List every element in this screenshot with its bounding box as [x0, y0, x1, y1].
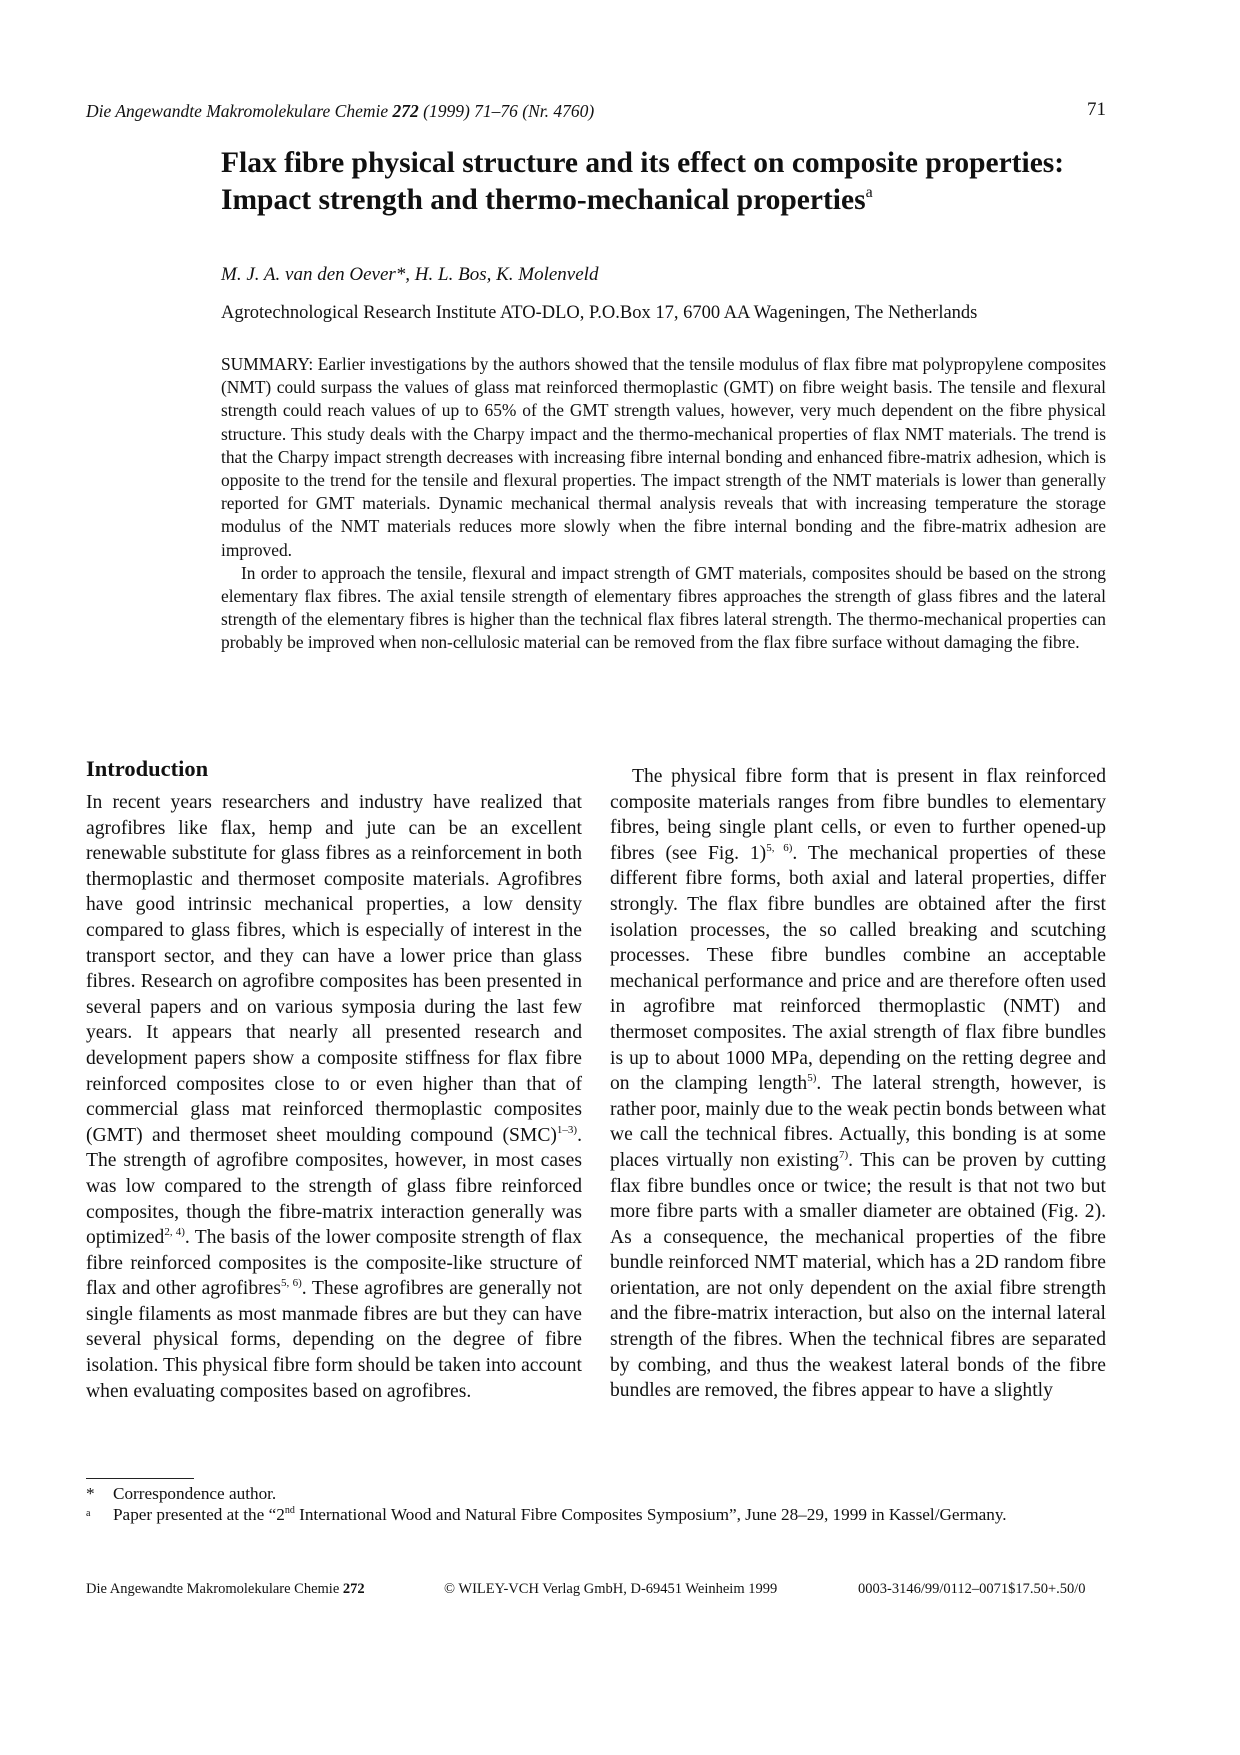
body-text: . The strength of agrofibre composites, however, in most cases was low compared to the strength of glass fibre reinforced composites, though the fibre-matrix interaction generally was optimized: [86, 1124, 582, 1249]
citation: 2, 4): [164, 1226, 185, 1239]
footnote: [86, 1504, 1106, 1525]
summary-paragraph: In order to approach the tensile, flexural and impact strength of GMT materials, composites should be based on the strong elementary flax fibres. The axial tensile strength of elementary fibres approaches the strength of glass fibres and the lateral strength of the elementary fibres is higher than the technical flax fibres lateral strength. The thermo-mechanical properties can probably be improved when non-cellulosic material can be removed from the flax fibre surface without damaging the fibre.: [221, 562, 1106, 653]
citation: 7): [838, 1148, 849, 1161]
citation: 1–3): [556, 1123, 578, 1136]
footnote-text: Paper presented at the “2: [113, 1505, 285, 1524]
ordinal-suffix: nd: [284, 1505, 295, 1516]
footer-journal-name: Die Angewandte Makromolekulare Chemie: [86, 1581, 340, 1597]
citation: 5, 6): [766, 841, 793, 854]
body-text: In recent years researchers and industry have realized that agrofibres like flax, hemp and jute can be an excellent renewable substitute for glass fibres as a reinforcement in both thermoplastic and thermoset composite materials. Agrofibres have good intrinsic mechanical properties, a low density compared to glass fibres, which is especially of interest in the transport sector, and they can have a lower price than glass fibres. Research on agrofibre composites has been presented in several papers and on various symposia during the last few years. It appears that nearly all presented research and development papers show a composite stiffness for flax fibre reinforced composites close to or even higher than that of commercial glass mat reinforced thermoplastic composites (GMT) and thermoset sheet moulding compound (SMC): [86, 792, 582, 1146]
introduction-paragraph: [610, 764, 1106, 1404]
footnote-text: International Wood and Natural Fibre Composites Symposium”, June 28–29, 1999 in Kassel/Germany.: [294, 1505, 1007, 1524]
body-text: The physical fibre form that is present in flax reinforced composite materials ranges from fibre bundles to elementary fibres, being single plant cells, or even to further opened-up fibres (see Fig. 1): [610, 766, 1106, 864]
section-heading-introduction: Introduction: [86, 756, 209, 781]
authors: M. J. A. van den Oever*, H. L. Bos, K. Molenveld: [221, 264, 599, 285]
footnote-text: Correspondence author.: [113, 1484, 277, 1503]
article-title-text: Flax fibre physical structure and its effect on composite properties: Impact strength and thermo-mechanical properties: [221, 147, 1065, 216]
footnote-mark: *: [86, 1484, 95, 1503]
footer-journal: [86, 1581, 365, 1598]
footnote-mark: a: [86, 1508, 91, 1519]
footnote-divider: [86, 1478, 194, 1479]
title-footnote-mark: a: [865, 184, 873, 201]
citation: 5, 6): [281, 1277, 302, 1290]
summary-paragraph: SUMMARY: Earlier investigations by the authors showed that the tensile modulus of flax fibre mat polypropylene composites (NMT) could surpass the values of glass mat reinforced thermoplastic (GMT) on fibre weight basis. The tensile and flexural strength could reach values of up to 65% of the GMT strength values, however, very much dependent on the fibre physical structure. This study deals with the Charpy impact and the thermo-mechanical properties of flax NMT materials. The trend is that the Charpy impact strength decreases with increasing fibre internal bonding and enhanced fibre-matrix adhesion, which is opposite to the trend for the tensile and flexural properties. The impact strength of the NMT materials is lower than generally reported for GMT materials. Dynamic mechanical thermal analysis reveals that with increasing temperature the storage modulus of the NMT materials reduces more slowly when the fibre internal bonding and the fibre-matrix adhesion are improved.: [221, 354, 1106, 560]
left-column: [86, 790, 582, 1404]
footer-code: 0003-3146/99/0112–0071$17.50+.50/0: [858, 1581, 1086, 1597]
summary: [221, 353, 1106, 655]
right-column: [610, 764, 1106, 1404]
body-text: . These agrofibres are generally not single filaments as most manmade fibres are but they can have several physical forms, depending on the degree of fibre isolation. This physical fibre form should be taken into account when evaluating composites based on agrofibres.: [86, 1278, 582, 1402]
journal-volume: 272: [392, 101, 419, 121]
body-text: . The basis of the lower composite strength of flax fibre reinforced composites is the composite-like structure of flax and other agrofibres: [86, 1227, 582, 1300]
body-text: . This can be proven by cutting flax fibre bundles once or twice; the result is that not two but more fibre parts with a smaller diameter are obtained (Fig. 2). As a consequence, the mechanical properties of the fibre bundle reinforced NMT material, which has a 2D random fibre orientation, are not only dependent on the axial fibre strength and the fibre-matrix interaction, but also on the internal lateral strength of the fibres. When the technical fibres are separated by combing, and thus the weakest lateral bonds of the fibre bundles are removed, the fibres appear to have a slightly: [610, 1149, 1106, 1402]
article-title: [221, 145, 1101, 219]
affiliation: Agrotechnological Research Institute ATO-DLO, P.O.Box 17, 6700 AA Wageningen, The Netherlands: [221, 303, 978, 323]
running-head: [86, 101, 1106, 122]
body-text: . The mechanical properties of these different fibre forms, both axial and lateral properties, differ strongly. The flax fibre bundles are obtained after the first isolation processes, the so called breaking and scutching processes. These fibre bundles combine an acceptable mechanical performance and price and are therefore often used in agrofibre mat reinforced thermoplastic (NMT) and thermoset composites. The axial strength of flax fibre bundles is up to about 1000 MPa, depending on the retting degree and on the clamping length: [610, 842, 1106, 1095]
issue-info: (1999) 71–76 (Nr. 4760): [423, 101, 595, 121]
introduction-paragraph: [86, 790, 582, 1404]
journal-name: Die Angewandte Makromolekulare Chemie: [86, 101, 389, 121]
page-number: 71: [1087, 99, 1106, 120]
footnote: [86, 1483, 1106, 1504]
footnotes: [86, 1483, 1106, 1525]
footer-volume: 272: [342, 1581, 365, 1597]
citation: 5): [807, 1072, 817, 1085]
body-text: . The lateral strength, however, is rather poor, mainly due to the weak pectin bonds between what we call the technical fibres. Actually, this bonding is at some places virtually non existing: [610, 1073, 1106, 1171]
footer-publisher: © WILEY-VCH Verlag GmbH, D-69451 Weinheim 1999: [444, 1581, 778, 1597]
